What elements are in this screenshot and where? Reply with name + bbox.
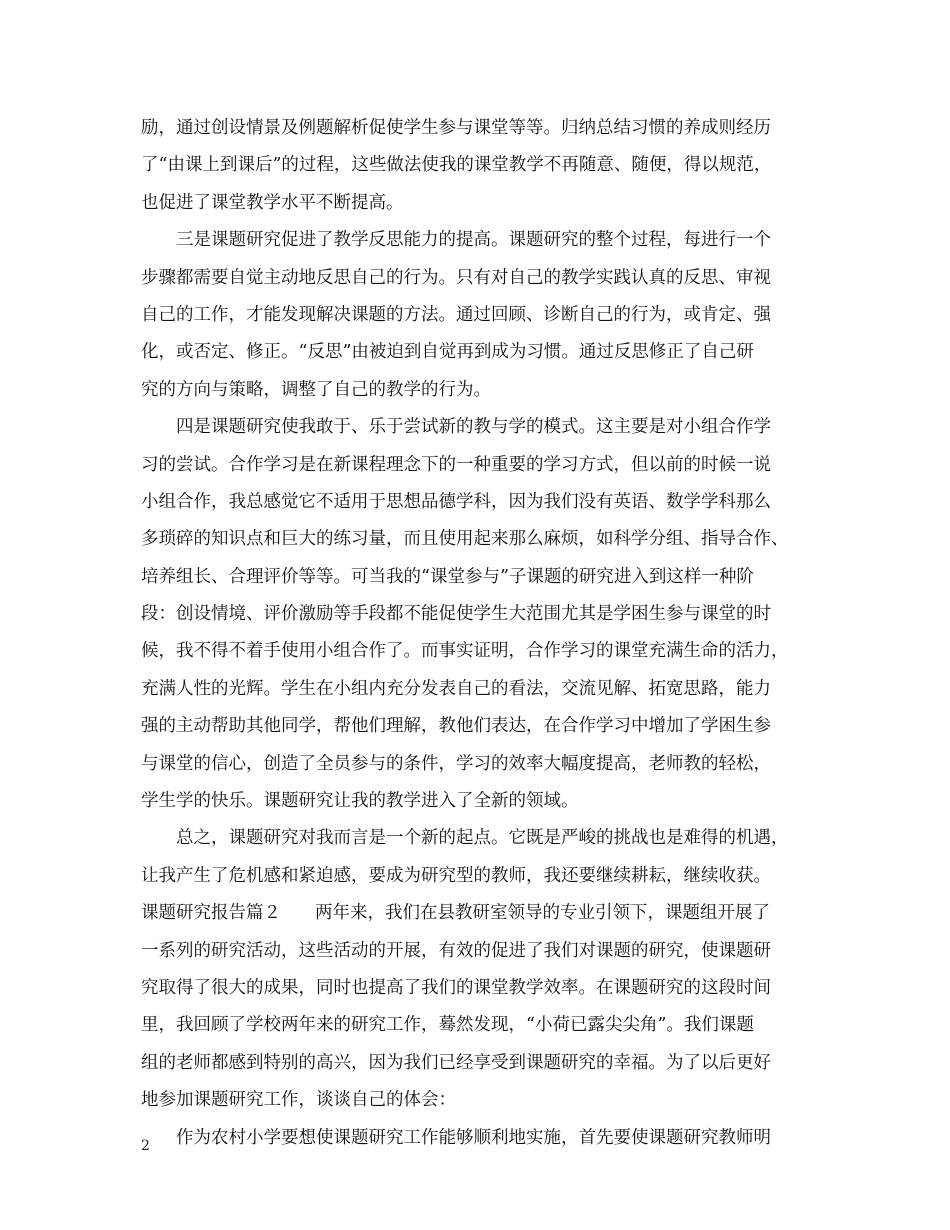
text-line	[141, 110, 831, 147]
text-line	[141, 895, 831, 932]
text-line-continuation: 两年来，我们在县教研室领导的专业引领下，课题组开展了	[315, 903, 770, 924]
text-line	[141, 185, 831, 222]
text-line	[141, 746, 831, 783]
text-line	[141, 671, 831, 708]
text-line	[141, 260, 831, 297]
text-line	[141, 222, 831, 259]
text-line	[141, 297, 831, 334]
text-line	[141, 933, 831, 970]
text-line-content: 里，我回顾了学校两年来的研究工作，蓦然发现，“小荷已露尖尖角”。我们课题	[141, 1015, 754, 1036]
body-text	[141, 110, 831, 1157]
text-line	[141, 783, 831, 820]
text-line-content: 多琐碎的知识点和巨大的练习量，而且使用起来那么麻烦，如科学分组、指导合作、	[141, 529, 789, 550]
text-line	[141, 334, 831, 371]
text-line	[141, 970, 831, 1007]
text-line-content: 总之，课题研究对我而言是一个新的起点。它既是严峻的挑战也是难得的机遇，	[176, 828, 789, 849]
text-line-content: 步骤都需要自觉主动地反思自己的行为。只有对自己的教学实践认真的反思、审视	[141, 267, 771, 288]
text-line-content: 地参加课题研究工作，谈谈自己的体会：	[141, 1090, 456, 1111]
text-line	[141, 409, 831, 446]
text-line-content: 习的尝试。合作学习是在新课程理念下的一种重要的学习方式，但以前的时候一说	[141, 454, 771, 475]
text-line-content: 段：创设情境、评价激励等手段都不能促使学生大范围尤其是学困生参与课堂的时	[141, 604, 771, 625]
text-line	[141, 1120, 831, 1157]
text-line	[141, 1082, 831, 1119]
text-line	[141, 858, 831, 895]
text-line-content: 究取得了很大的成果，同时也提高了我们的课堂教学效率。在课题研究的这段时间	[141, 977, 771, 998]
text-line-content: 了“由课上到课后”的过程，这些做法使我的课堂教学不再随意、随便，得以规范，	[141, 155, 772, 176]
text-line	[141, 633, 831, 670]
text-line-content: 与课堂的信心，创造了全员参与的条件，学习的效率大幅度提高，老师教的轻松，	[141, 753, 771, 774]
text-line	[141, 372, 831, 409]
text-line-content: 课题研究报告篇２	[141, 903, 281, 924]
text-line	[141, 708, 831, 745]
text-line	[141, 447, 831, 484]
text-line	[141, 521, 831, 558]
text-line-content: 励，通过创设情景及例题解析促使学生参与课堂等等。归纳总结习惯的养成则经历	[141, 118, 771, 138]
text-line-content: 究的方向与策略，调整了自己的教学的行为。	[141, 379, 491, 400]
text-line	[141, 1045, 831, 1082]
text-line-content: 四是课题研究使我敢于、乐于尝试新的教与学的模式。这主要是对小组合作学	[176, 417, 771, 438]
text-line	[141, 147, 831, 184]
text-line	[141, 1007, 831, 1044]
text-line-content: 小组合作，我总感觉它不适用于思想品德学科，因为我们没有英语、数学学科那么	[141, 491, 771, 512]
text-line	[141, 596, 831, 633]
text-line-content: 充满人性的光辉。学生在小组内充分发表自己的看法，交流见解、拓宽思路，能力	[141, 678, 771, 699]
text-line	[141, 820, 831, 857]
text-line-content: 自己的工作，才能发现解决课题的方法。通过回顾、诊断自己的行为，或肯定、强	[141, 304, 771, 325]
text-line	[141, 484, 831, 521]
text-line-content: 也促进了课堂教学水平不断提高。	[141, 192, 404, 213]
text-line-content: 三是课题研究促进了教学反思能力的提高。课题研究的整个过程，每进行一个	[176, 230, 771, 251]
text-line-content: 让我产生了危机感和紧迫感，要成为研究型的教师，我还要继续耕耘，继续收获。	[141, 865, 771, 886]
text-line-content: 化，或否定、修正。“反思”由被迫到自觉再到成为习惯。通过反思修正了自己研	[141, 342, 754, 363]
text-line-content: 候，我不得不着手使用小组合作了。而事实证明，合作学习的课堂充满生命的活力，	[141, 641, 789, 662]
text-line-content: 作为农村小学要想使课题研究工作能够顺利地实施，首先要使课题研究教师明	[176, 1127, 771, 1148]
text-line-content: 强的主动帮助其他同学，帮他们理解，教他们表达，在合作学习中增加了学困生参	[141, 716, 771, 737]
text-line-content: 一系列的研究活动，这些活动的开展，有效的促进了我们对课题的研究，使课题研	[141, 940, 771, 961]
page-number: 2	[141, 1138, 150, 1154]
text-line-content: 学生学的快乐。课题研究让我的教学进入了全新的领域。	[141, 791, 579, 812]
text-line-content: 组的老师都感到特别的高兴，因为我们已经享受到课题研究的幸福。为了以后更好	[141, 1052, 771, 1073]
text-line	[141, 559, 831, 596]
text-line-content: 培养组长、合理评价等等。可当我的“课堂参与”子课题的研究进入到这样一种阶	[141, 566, 754, 587]
